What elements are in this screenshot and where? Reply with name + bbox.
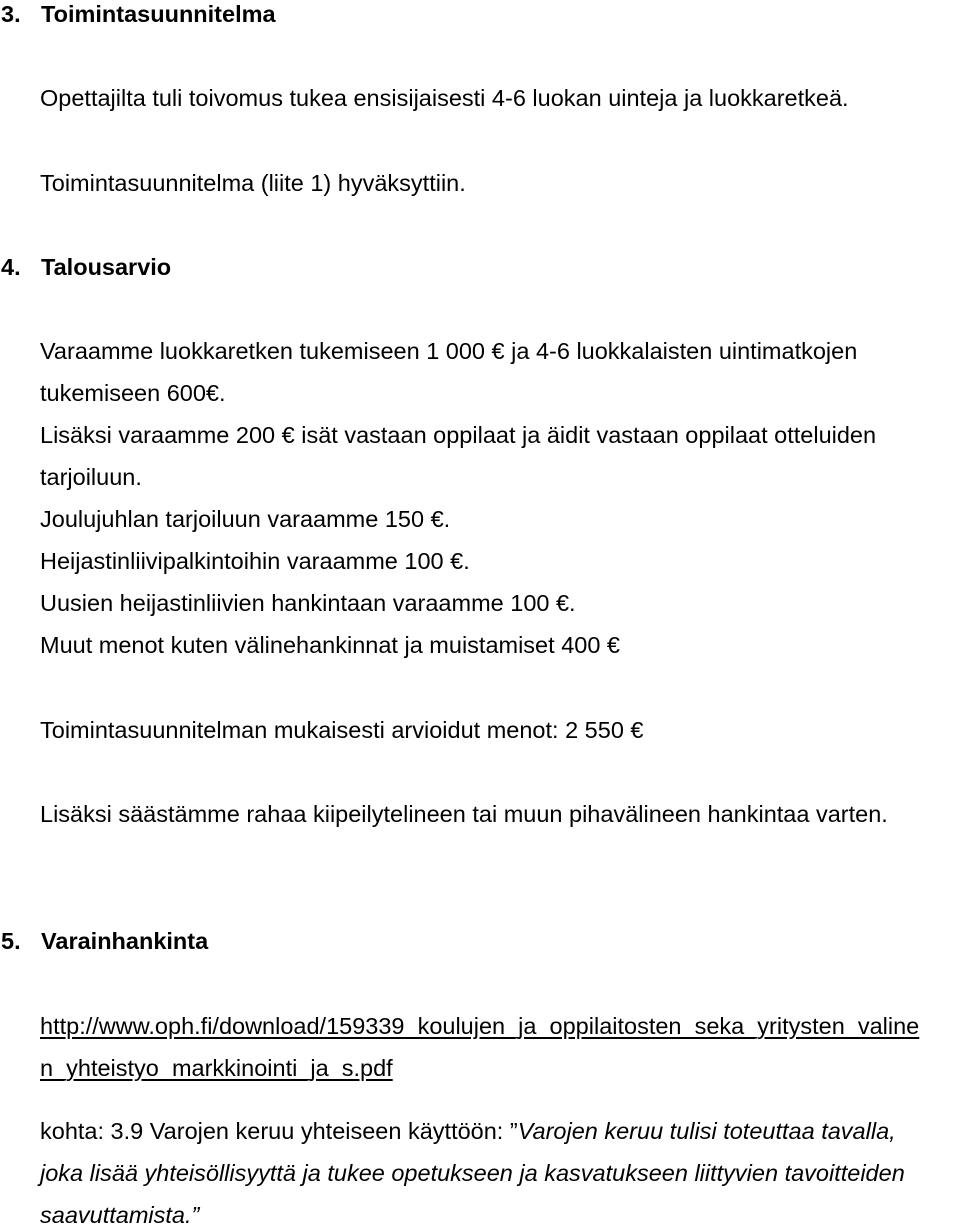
budget-line: Varaamme luokkaretken tukemiseen 1 000 € ja 4-6 luokkalaisten uintimatkojen (40, 338, 858, 364)
quote-text: Varojen keruu tulisi toteuttaa tavalla, (517, 1118, 896, 1144)
budget-line: tarjoiluun. (40, 464, 142, 490)
budget-total: Toimintasuunnitelman mukaisesti arvioidut menot: 2 550 € (40, 717, 644, 743)
source-link[interactable]: http://www.oph.fi/download/159339_koulujen_ja_oppilaitosten_seka_yritysten_valine (40, 1013, 920, 1039)
section-number: 5. (1, 928, 21, 954)
section-4-heading (0, 253, 171, 281)
budget-line: tukemiseen 600€. (40, 380, 226, 406)
quote-line: saavuttamista.” (40, 1202, 200, 1228)
section-title: Varainhankinta (41, 928, 209, 954)
section-3-heading (0, 0, 276, 28)
source-link-continued[interactable]: n_yhteistyo_markkinointi_ja_s.pdf (40, 1055, 393, 1081)
quote-line (40, 1117, 896, 1145)
budget-line: Joulujuhlan tarjoiluun varaamme 150 €. (40, 506, 451, 532)
quote-prefix: kohta: 3.9 Varojen keruu yhteiseen käyttöön: ” (40, 1118, 518, 1144)
section-5-heading (0, 927, 208, 955)
budget-line: Muut menot kuten välinehankinnat ja muistamiset 400 € (40, 632, 620, 658)
budget-line: Lisäksi varaamme 200 € isät vastaan oppilaat ja äidit vastaan oppilaat otteluiden (40, 422, 877, 448)
section-number: 3. (1, 1, 21, 27)
budget-line: Uusien heijastinliivien hankintaan varaamme 100 €. (40, 590, 576, 616)
section-number: 4. (1, 254, 21, 280)
section-title: Toimintasuunnitelma (41, 1, 276, 27)
paragraph: Opettajilta tuli toivomus tukea ensisijaisesti 4-6 luokan uinteja ja luokkaretkeä. (40, 85, 849, 111)
savings-note: Lisäksi säästämme rahaa kiipeilytelineen tai muun pihavälineen hankintaa varten. (40, 801, 888, 827)
budget-line: Heijastinliivipalkintoihin varaamme 100 €. (40, 548, 470, 574)
paragraph: Toimintasuunnitelma (liite 1) hyväksyttiin. (40, 170, 466, 196)
section-title: Talousarvio (41, 254, 172, 280)
quote-line: joka lisää yhteisöllisyyttä ja tukee opetukseen ja kasvatukseen liittyvien tavoitteiden (40, 1160, 905, 1186)
